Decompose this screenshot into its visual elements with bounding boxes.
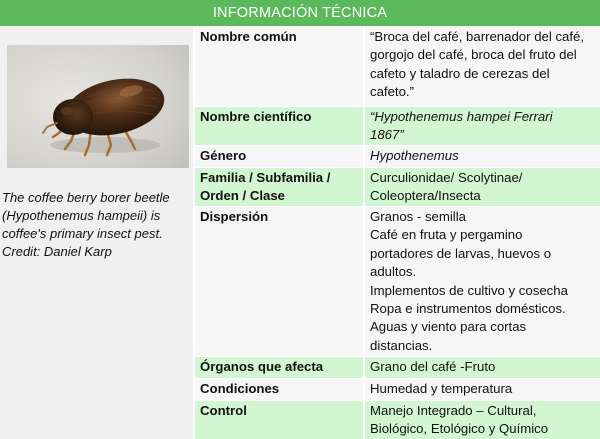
value-text: Coleoptera/Insecta: [370, 188, 481, 204]
label-text: Nombre común: [200, 29, 297, 44]
row-value: [365, 379, 600, 400]
value-text: “Broca del café, barrenador del café,: [370, 29, 585, 44]
value-text: Curculionidae/ Scolytinae/: [370, 170, 523, 185]
value-text: Implementos de cultivo y cosecha: [370, 282, 568, 298]
label-text: Órganos que afecta: [200, 359, 324, 374]
row-value: [365, 401, 600, 439]
row-value: [365, 168, 600, 206]
row-label: [195, 107, 363, 145]
row-value: [365, 146, 600, 167]
table-row-conditions: [195, 379, 600, 400]
caption-line: (Hypothenemus hampeii) is: [2, 208, 161, 223]
value-text: Grano del café -Fruto: [370, 359, 496, 374]
value-text: cafeto y taladro de cerezas del: [370, 65, 550, 81]
table-row-genus: [195, 146, 600, 167]
label-text: Orden / Clase: [200, 188, 286, 204]
label-text: Género: [200, 148, 247, 163]
value-text: Biológico, Etológico y Químico: [370, 421, 549, 437]
photo-caption: [2, 189, 188, 261]
value-text: Aguas y viento para cortas: [370, 319, 527, 335]
value-text: Ropa e instrumentos domésticos.: [370, 301, 566, 317]
value-text: 1867”: [370, 127, 404, 143]
label-text: Control: [200, 403, 247, 418]
table-row-scientific-name: [195, 107, 600, 145]
value-text: adultos.: [370, 264, 417, 280]
row-label: [195, 168, 363, 206]
row-value: [365, 207, 600, 356]
label-text: Condiciones: [200, 381, 280, 396]
table-row-control: [195, 401, 600, 439]
value-text: Humedad y temperatura: [370, 381, 513, 396]
table-row-affected-organs: [195, 357, 600, 378]
value-text: cafeto.”: [370, 84, 414, 100]
beetle-photo: [7, 45, 189, 168]
caption-line: The coffee berry borer beetle: [2, 190, 170, 205]
caption-line: coffee's primary insect pest.: [2, 226, 163, 241]
table-row-common-name: [195, 27, 600, 106]
table-row-dispersion: [195, 207, 600, 356]
value-text: Granos - semilla: [370, 209, 467, 224]
row-value: [365, 107, 600, 145]
row-value: [365, 357, 600, 378]
value-text: distancias.: [370, 337, 433, 353]
caption-credit: Credit: Daniel Karp: [2, 244, 112, 259]
value-text: Café en fruta y pergamino: [370, 227, 523, 243]
row-label: [195, 401, 363, 439]
page-title: INFORMACIÓN TÉCNICA: [0, 0, 600, 26]
label-text: Dispersión: [200, 209, 269, 224]
row-label: [195, 379, 363, 400]
beetle-illustration: [7, 45, 189, 168]
table-row-taxonomy: [195, 168, 600, 206]
label-text: Nombre científico: [200, 109, 312, 124]
value-text: gorgojo del café, broca del fruto del: [370, 47, 577, 63]
label-text: Familia / Subfamilia /: [200, 170, 331, 185]
value-text: Manejo Integrado – Cultural,: [370, 403, 537, 418]
row-label: [195, 27, 363, 106]
value-text: “Hypothenemus hampei Ferrari: [370, 109, 553, 124]
value-text: Hypothenemus: [370, 148, 459, 163]
value-text: portadores de larvas, huevos o: [370, 245, 552, 261]
row-label: [195, 146, 363, 167]
left-panel: [0, 27, 193, 439]
row-label: [195, 357, 363, 378]
row-value: [365, 27, 600, 106]
row-label: [195, 207, 363, 356]
